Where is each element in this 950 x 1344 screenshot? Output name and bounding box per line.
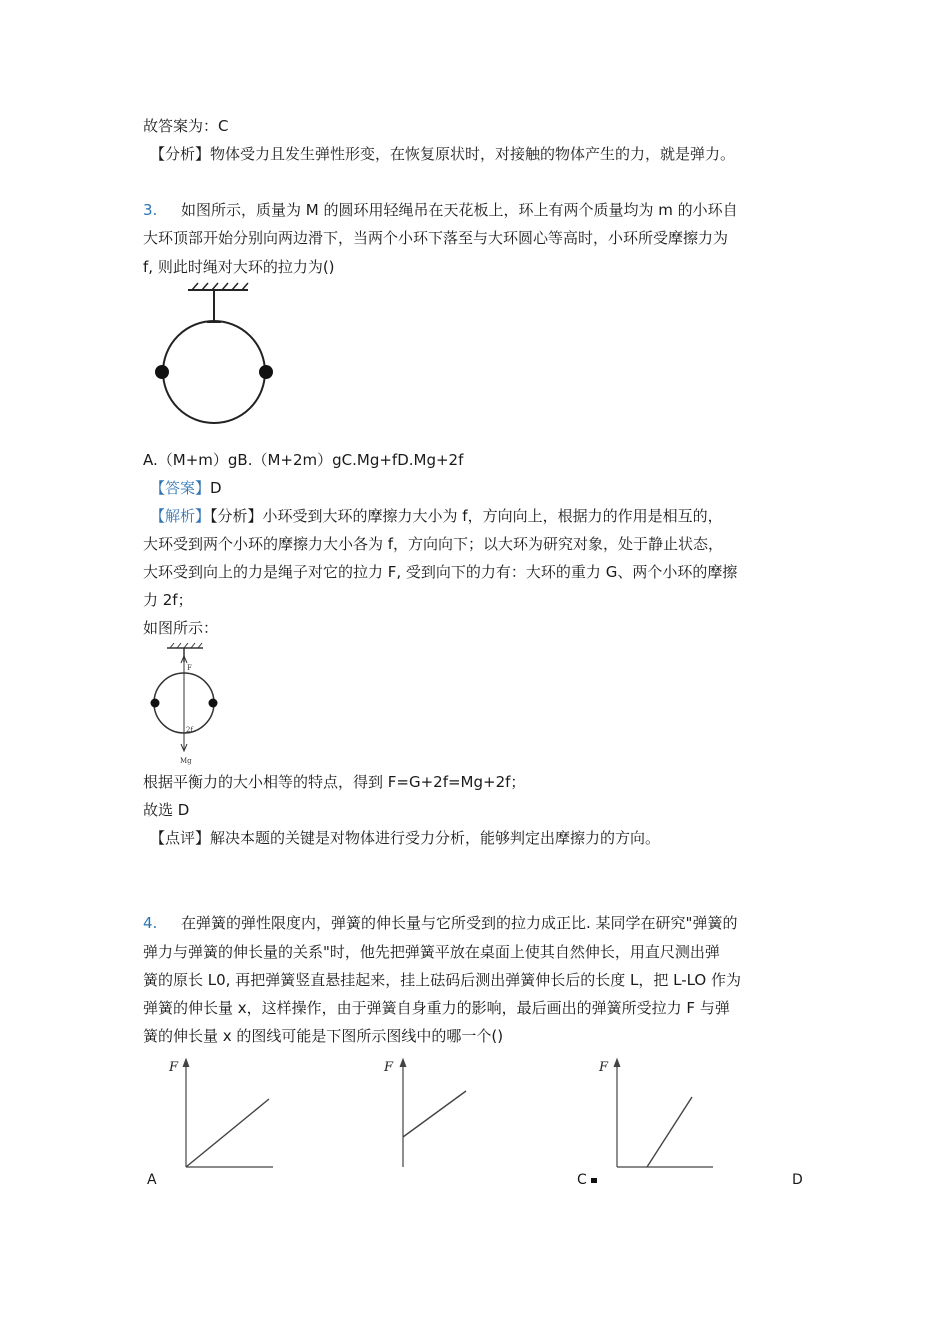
q4-number: 4.: [143, 914, 158, 932]
q4-option-d: D: [792, 1172, 803, 1188]
q3-answer: [150, 478, 222, 498]
q3-jiexi-line3: 大环受到向上的力是绳子对它的拉力 F, 受到向下的力有：大环的重力 G、两个小环的摩擦: [143, 563, 738, 581]
q3-ring-figure: [150, 280, 280, 430]
q3-comment: 【点评】解决本题的关键是对物体进行受力分析，能够判定出摩擦力的方向。: [150, 829, 661, 847]
q4-stem-text1: 在弹簧的弹性限度内，弹簧的伸长量与它所受到的拉力成正比. 某同学在研究"弹簧的: [181, 914, 738, 932]
q4-option-c-label: C: [577, 1172, 587, 1188]
q3-conclusion: 根据平衡力的大小相等的特点，得到 F=G+2f=Mg+2f；: [143, 773, 526, 791]
graph-a-axis-label: F: [169, 1060, 179, 1075]
q3-jiexi-line4: 力 2f；: [143, 591, 193, 609]
q4-graph-c: [595, 1055, 715, 1170]
q3-jiexi-tag: 【解析】: [150, 507, 211, 525]
label-f: F: [187, 664, 192, 672]
q3-options: A.（M+m）gB.（M+2m）gC.Mg+fD.Mg+2f: [143, 451, 464, 469]
q3-stem-line3: f, 则此时绳对大环的拉力为(): [143, 258, 335, 276]
q3-number: 3.: [143, 201, 158, 219]
graph-a-line: [186, 1099, 269, 1167]
prev-analysis: 【分析】物体受力且发生弹性形变，在恢复原状时，对接触的物体产生的力，就是弹力。: [150, 145, 736, 163]
ceiling-hatch: [192, 283, 248, 290]
q3-jiexi-line1: [150, 506, 723, 526]
q4-stem-line2: 弹力与弹簧的伸长量的关系"时，他先把弹簧平放在桌面上使其自然伸长，用直尺测出弹: [143, 943, 720, 961]
q4-graph-a: [165, 1055, 275, 1170]
q4-stem-line4: 弹簧的伸长量 x，这样操作，由于弹簧自身重力的影响，最后画出的弹簧所受拉力 F 与弹: [143, 999, 730, 1017]
graph-c-line: [647, 1097, 692, 1167]
graph-c-axis-label: F: [599, 1060, 609, 1075]
q4-option-c: [577, 1172, 597, 1188]
q3-jiexi-text1: 【分析】小环受到大环的摩擦力大小为 f，方向向上，根据力的作用是相互的，: [210, 507, 723, 525]
option-marker: [591, 1178, 597, 1183]
q3-stem-line1: [143, 200, 738, 220]
graph-b-line: [403, 1091, 466, 1137]
q3-answer-value: D: [210, 479, 222, 497]
label-2f: 2f: [186, 726, 194, 734]
q4-stem-line3: 簧的原长 L0, 再把弹簧竖直悬挂起来，挂上砝码后测出弹簧伸长后的长度 L，把 L-LO 作为: [143, 971, 742, 989]
q3-jiexi-line2: 大环受到两个小环的摩擦力大小各为 f，方向向下；以大环为研究对象，处于静止状态，: [143, 535, 724, 553]
q3-answer-tag: 【答案】: [150, 479, 211, 497]
q3-as-shown: 如图所示：: [143, 619, 219, 637]
q4-stem-line1: [143, 913, 737, 933]
q4-option-a: A: [147, 1172, 157, 1188]
graph-a-y-arrow: [183, 1059, 189, 1067]
big-ring: [163, 321, 265, 423]
small-ring-right: [259, 365, 273, 379]
small-ring-right-2: [209, 699, 218, 708]
prev-answer-line: 故答案为：C: [143, 117, 229, 135]
q3-force-figure: [145, 640, 225, 768]
q3-stem-text1: 如图所示，质量为 M 的圆环用轻绳吊在天花板上，环上有两个质量均为 m 的小环自: [181, 201, 738, 219]
small-ring-left: [155, 365, 169, 379]
graph-b-y-arrow: [400, 1059, 406, 1067]
q3-choose: 故选 D: [143, 801, 190, 819]
small-ring-left-2: [151, 699, 160, 708]
q4-graph-b: [380, 1055, 490, 1170]
graph-b-axis-label: F: [384, 1060, 394, 1075]
q3-stem-line2: 大环顶部开始分别向两边滑下，当两个小环下落至与大环圆心等高时，小环所受摩擦力为: [143, 229, 729, 247]
graph-c-y-arrow: [614, 1059, 620, 1067]
label-mg: Mg: [180, 757, 192, 765]
q4-stem-line5: 簧的伸长量 x 的图线可能是下图所示图线中的哪一个(): [143, 1027, 504, 1045]
